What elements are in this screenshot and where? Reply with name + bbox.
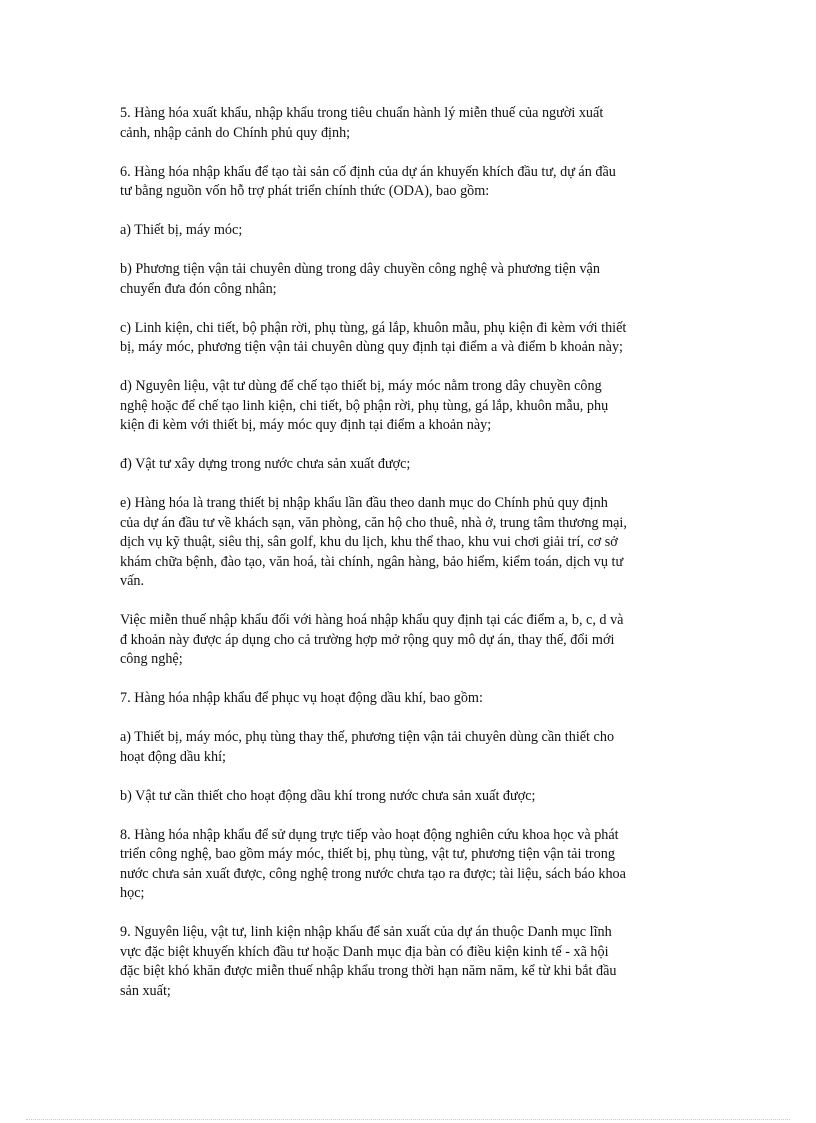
paragraph-item-7a: a) Thiết bị, máy móc, phụ tùng thay thế, phương tiện vận tải chuyên dùng cần thiết cho hoạt động dầu khí; [120, 729, 615, 765]
paragraph-item-6c: c) Linh kiện, chi tiết, bộ phận rời, phụ tùng, gá lắp, khuôn mẫu, phụ kiện đi kèm với thiết bị, máy móc, phương tiện vận tải chuyên dùng quy định tại điểm a và điểm b khoản này; [120, 319, 627, 355]
paragraph-item-9: 9. Nguyên liệu, vật tư, linh kiện nhập khẩu để sản xuất của dự án thuộc Danh mục lĩnh vực đặc biệt khuyến khích đầu tư hoặc Danh mục địa bàn có điều kiện kinh tế - xã hội đặc biệt khó khăn được miễn thuế nhập khẩu trong thời hạn năm năm, kể từ khi bắt đầu sản xuất; [120, 924, 617, 999]
page-footer-divider [26, 1119, 790, 1120]
document-body [120, 104, 692, 1021]
paragraph-item-6d: d) Nguyên liệu, vật tư dùng để chế tạo thiết bị, máy móc nằm trong dây chuyền công nghệ hoặc để chế tạo linh kiện, chi tiết, bộ phận rời, phụ tùng, gá lắp, khuôn mẫu, phụ kiện đi kèm với thiết bị, máy móc quy định tại điểm a khoản này; [120, 378, 609, 433]
paragraph-item-6e: e) Hàng hóa là trang thiết bị nhập khẩu lần đầu theo danh mục do Chính phủ quy định của dự án đầu tư về khách sạn, văn phòng, căn hộ cho thuê, nhà ở, trung tâm thương mại, dịch vụ kỹ thuật, siêu thị, sân golf, khu du lịch, khu thể thao, khu vui chơi giải trí, cơ sở khám chữa bệnh, đào tạo, văn hoá, tài chính, ngân hàng, bảo hiểm, kiểm toán, dịch vụ tư vấn. [120, 495, 627, 589]
paragraph-exemption-note: Việc miễn thuế nhập khẩu đối với hàng hoá nhập khẩu quy định tại các điểm a, b, c, d và đ khoản này được áp dụng cho cả trường hợp mở rộng quy mô dự án, thay thế, đổi mới công nghệ; [120, 612, 624, 667]
paragraph-item-6a: a) Thiết bị, máy móc; [120, 222, 243, 238]
paragraph-item-6b: b) Phương tiện vận tải chuyên dùng trong dây chuyền công nghệ và phương tiện vận chuyển đưa đón công nhân; [120, 261, 600, 297]
paragraph-item-5: 5. Hàng hóa xuất khẩu, nhập khẩu trong tiêu chuẩn hành lý miễn thuế của người xuất cảnh, nhập cảnh do Chính phủ quy định; [120, 105, 604, 141]
paragraph-item-7b: b) Vật tư cần thiết cho hoạt động dầu khí trong nước chưa sản xuất được; [120, 787, 536, 804]
paragraph-item-8: 8. Hàng hóa nhập khẩu để sử dụng trực tiếp vào hoạt động nghiên cứu khoa học và phát triển công nghệ, bao gồm máy móc, thiết bị, phụ tùng, vật tư, phương tiện vận tải trong nước chưa sản xuất được, công nghệ trong nước chưa tạo ra được; tài liệu, sách báo khoa học; [120, 826, 626, 901]
paragraph-item-6dd: đ) Vật tư xây dựng trong nước chưa sản xuất được; [120, 456, 411, 472]
paragraph-item-7: 7. Hàng hóa nhập khẩu để phục vụ hoạt động dầu khí, bao gồm: [120, 690, 483, 706]
paragraph-item-6: 6. Hàng hóa nhập khẩu để tạo tài sản cố định của dự án khuyến khích đầu tư, dự án đầu tư bằng nguồn vốn hỗ trợ phát triển chính thức (ODA), bao gồm: [120, 163, 616, 199]
